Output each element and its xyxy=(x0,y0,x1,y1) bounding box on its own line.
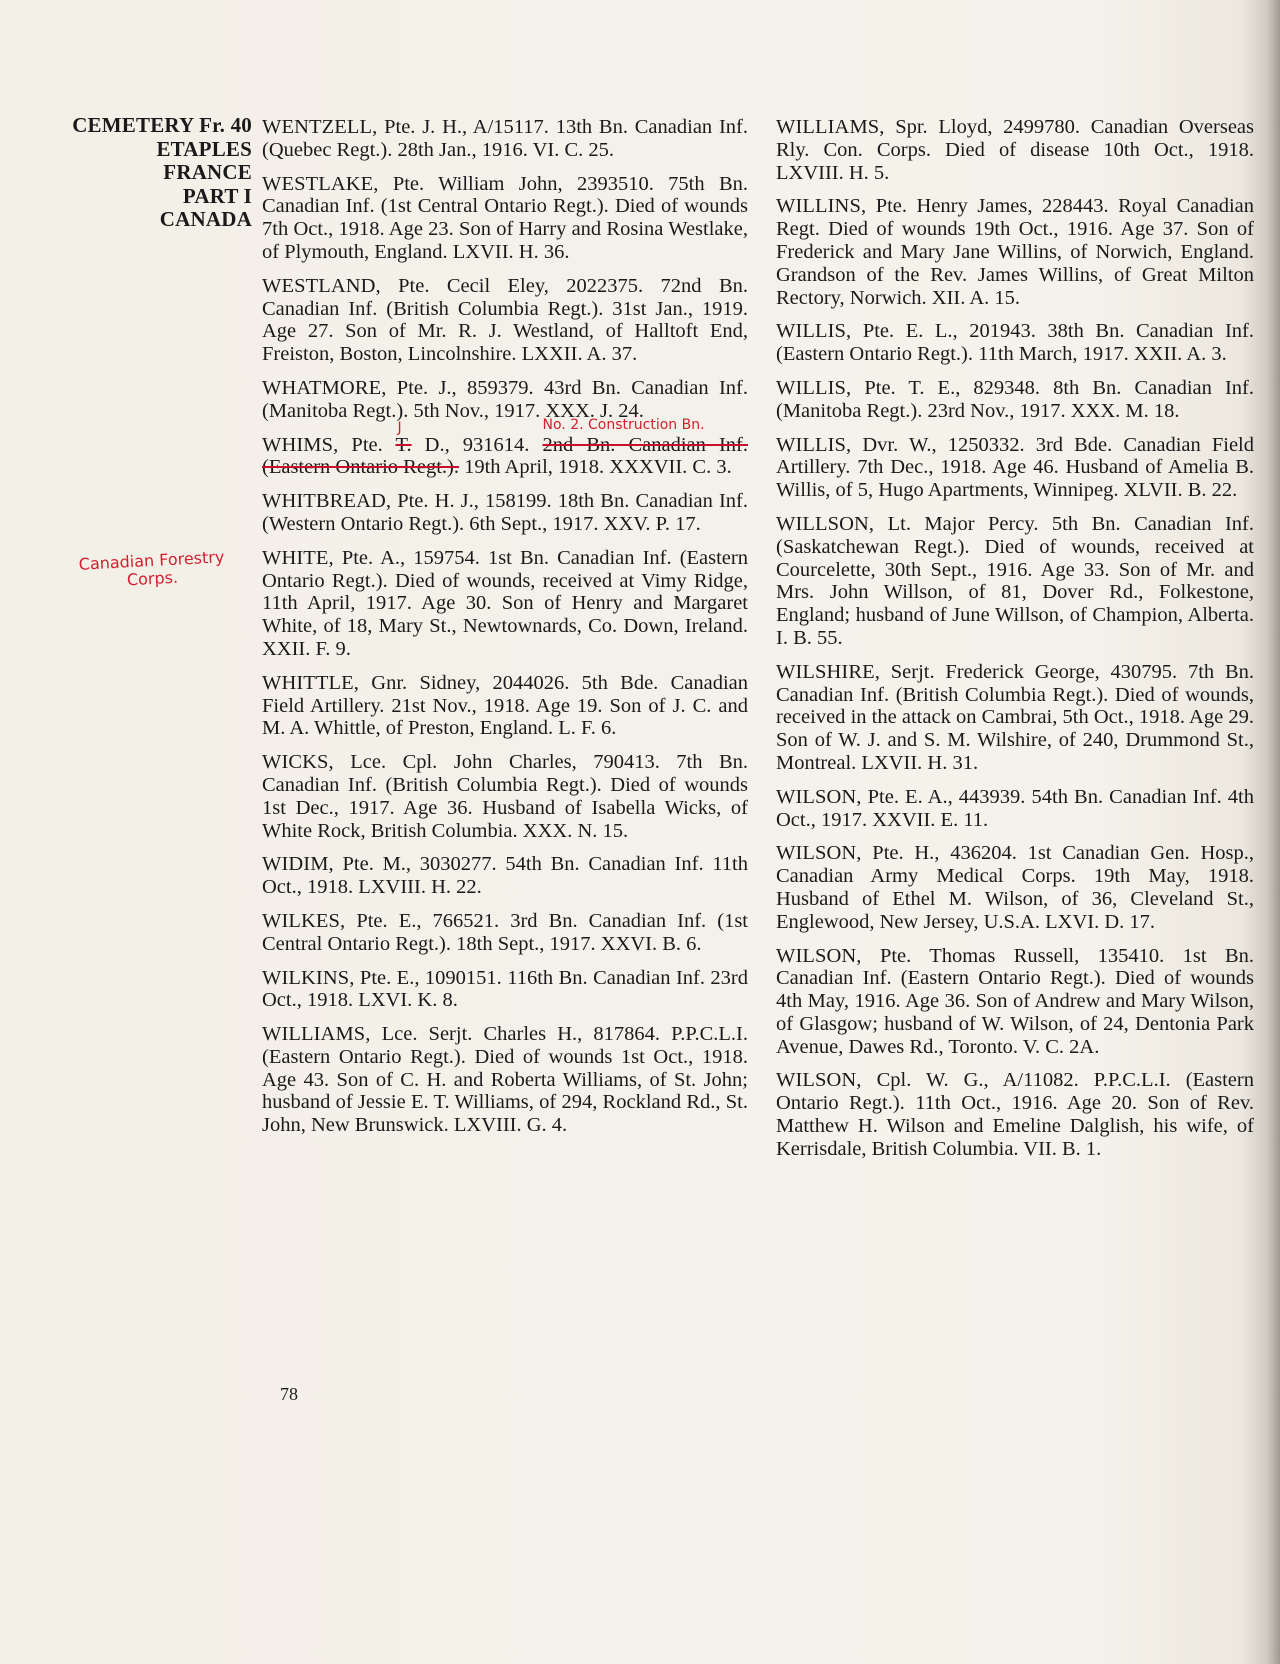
list-item xyxy=(262,672,748,740)
list-item xyxy=(776,842,1254,933)
entry-name: WIDIM, xyxy=(262,853,334,876)
list-item xyxy=(262,547,748,661)
handwritten-margin-note: Canadian Forestry Corps. xyxy=(78,547,225,590)
entry-text: Pte. J. H., A/15117. 13th Bn. Canadian Inf. (Quebec Regt.). 28th Jan., 1916. VI. C. 25. xyxy=(262,116,748,161)
heading-line: CANADA xyxy=(159,207,252,231)
entry-name: WHATMORE, xyxy=(262,376,387,399)
entry-text: Serjt. Frederick George, 430795. 7th Bn. Canadian Inf. (British Columbia Regt.). Died of wounds, received in the attack on Cambrai, 5th Oct., 1918. Age 29. Son of W. J. and S. M. Wilshire, of 240, Drummond St., Montreal. LXVII. H. 31. xyxy=(776,660,1254,774)
entry-text: Pte. H. J., 158199. 18th Bn. Canadian Inf. (Western Ontario Regt.). 6th Sept., 1917. XXV. P. 17. xyxy=(262,490,748,535)
list-item xyxy=(262,910,748,956)
list-item xyxy=(262,1023,748,1137)
entry-text: Cpl. W. G., A/11082. P.P.C.L.I. (Eastern Ontario Regt.). 11th Oct., 1916. Age 20. Son of Rev. Matthew H. Wilson and Emeline Dalglish, his wife, of Kerrisdale, British Columbia. VII. B. 1. xyxy=(776,1069,1254,1160)
entry-name: WICKS, xyxy=(262,751,334,774)
entry-text: Dvr. W., 1250332. 3rd Bde. Canadian Field Artillery. 7th Dec., 1918. Age 46. Husband of Amelia B. Willis, of 5, Hugo Apartments, Winnipeg. XLVII. B. 22. xyxy=(776,433,1254,502)
entry-name: WESTLAKE, xyxy=(262,172,379,195)
list-item xyxy=(262,853,748,899)
entry-name: WILLIAMS, xyxy=(262,1023,371,1046)
list-item xyxy=(776,1069,1254,1160)
list-item xyxy=(262,490,748,536)
struck-unit: 2nd Bn. Canadian Inf. (Eastern Ontario Regt.). xyxy=(262,433,748,479)
entry-name: WILLIAMS, xyxy=(776,116,885,138)
entry-text: Pte. A., 159754. 1st Bn. Canadian Inf. (Eastern Ontario Regt.). Died of wounds, received at Vimy Ridge, 11th April, 1917. Age 30. Son of Henry and Margaret White, of 18, Mary St., Newtownards, Co. Down, Ireland. XXII. F. 9. xyxy=(262,546,748,660)
entry-name: WHITE, xyxy=(262,546,334,569)
entry-text: Pte. M., 3030277. 54th Bn. Canadian Inf. 11th Oct., 1918. LXVIII. H. 22. xyxy=(262,853,748,899)
entry-name: WILKINS, xyxy=(262,966,355,989)
entry-name: WILSON, xyxy=(776,842,862,865)
heading-line: CEMETERY Fr. 40 xyxy=(72,113,252,137)
entry-name: WILSHIRE, xyxy=(776,660,880,683)
entry-text: Gnr. Sidney, 2044026. 5th Bde. Canadian Field Artillery. 21st Nov., 1918. Age 19. Son of J. C. and M. A. Whittle, of Preston, England. L. F. 6. xyxy=(262,671,748,740)
heading-line: ETAPLES xyxy=(156,136,252,161)
entry-text: Pte. xyxy=(338,433,396,456)
heading-line: PART I xyxy=(182,183,252,208)
entry-name: WILLSON, xyxy=(776,512,875,535)
left-column xyxy=(262,116,748,1148)
list-item xyxy=(776,434,1254,502)
entry-name: WILSON, xyxy=(776,1069,862,1092)
entry-text: Lce. Serjt. Charles H., 817864. P.P.C.L.I. (Eastern Ontario Regt.). Died of wounds 1st Oct., 1918. Age 43. Son of C. H. and Roberta Williams, of St. John; husband of Jessie E. T. Williams, of 294, Rockland Rd., St. John, New Brunswick. LXVIII. G. 4. xyxy=(262,1023,748,1137)
entry-text: Pte. E. A., 443939. 54th Bn. Canadian Inf. 4th Oct., 1917. XXVII. E. 11. xyxy=(776,785,1254,831)
entry-text: Lce. Cpl. John Charles, 790413. 7th Bn. Canadian Inf. (British Columbia Regt.). Died of wounds 1st Dec., 1917. Age 36. Husband of Isabella Wicks, of White Rock, British Columbia. XXX. N. 15. xyxy=(262,751,748,842)
heading-line: FRANCE xyxy=(163,160,252,184)
entry-name: WILSON, xyxy=(776,944,862,967)
list-item xyxy=(776,945,1254,1059)
list-item xyxy=(776,786,1254,832)
entry-name: WHIMS, xyxy=(262,433,339,456)
right-column xyxy=(776,116,1254,1172)
list-item xyxy=(262,967,748,1013)
struck-initial-wrapper xyxy=(395,419,412,456)
entry-text: Pte. Henry James, 228443. Royal Canadian Regt. Died of wounds 19th Oct., 1916. Age 37. Son of Frederick and Mary Jane Willins, of Norwich, England. Grandson of the Rev. James Willins, of Great Milton Rectory, Norwich. XII. A. 15. xyxy=(776,195,1254,309)
list-item xyxy=(776,377,1254,423)
entry-name: WILSON, xyxy=(776,785,862,808)
list-item-whims-annotated xyxy=(262,416,748,480)
list-item xyxy=(262,116,748,162)
list-item xyxy=(776,513,1254,650)
entry-name: WILKES, xyxy=(262,909,346,932)
page-number: 78 xyxy=(280,1384,298,1404)
list-item xyxy=(776,116,1254,184)
entry-text: Lt. Major Percy. 5th Bn. Canadian Inf. (Saskatchewan Regt.). Died of wounds, received at Courcelette, 30th Sept., 1916. Age 33. Son of Mr. and Mrs. John Willson, of 81, Dover Rd., Folkestone, England; husband of June Willson, of Champion, Alberta. I. B. 55. xyxy=(776,512,1254,649)
left-entries-group-2 xyxy=(262,490,748,1137)
entry-text: Pte. E., 766521. 3rd Bn. Canadian Inf. (1st Central Ontario Regt.). 18th Sept., 1917. XXVI. B. 6. xyxy=(262,909,748,955)
entry-name: WENTZELL, xyxy=(262,116,378,138)
handwritten-correction-initial: J xyxy=(397,419,402,436)
entry-text: Pte. Thomas Russell, 135410. 1st Bn. Canadian Inf. (Eastern Ontario Regt.). Died of wounds 4th May, 1916. Age 36. Son of Andrew and Mary Wilson, of Glasgow; husband of W. Wilson, of 24, Dentonia Park Avenue, Dawes Rd., Toronto. V. C. 2A. xyxy=(776,944,1254,1058)
entry-name: WILLIS, xyxy=(776,320,852,343)
entry-name: WHITTLE, xyxy=(262,671,359,694)
struck-initial: T. xyxy=(395,433,412,456)
entry-text: Pte. Cecil Eley, 2022375. 72nd Bn. Canadian Inf. (British Columbia Regt.). 31st Jan., 1919. Age 27. Son of Mr. R. J. Westland, of Halltoft End, Freiston, Boston, Lincolnshire. LXXII. A. 37. xyxy=(262,274,748,366)
entry-text: Pte. H., 436204. 1st Canadian Gen. Hosp., Canadian Army Medical Corps. 19th May, 1918. Husband of Ethel M. Wilson, of 36, Cleveland St., Englewood, New Jersey, U.S.A. LXVI. D. 17. xyxy=(776,842,1254,933)
entry-name: WILLIS, xyxy=(776,376,852,399)
entry-text: Spr. Lloyd, 2499780. Canadian Overseas Rly. Con. Corps. Died of disease 10th Oct., 1918. LXVIII. H. 5. xyxy=(776,116,1254,184)
entry-text: 19th April, 1918. XXXVII. C. 3. xyxy=(458,456,732,479)
entry-text: D., 931614. xyxy=(411,433,543,456)
list-item xyxy=(262,275,748,366)
entry-name: WHITBREAD, xyxy=(262,490,392,513)
left-entries-group-1 xyxy=(262,116,748,423)
list-item xyxy=(776,661,1254,775)
entry-text: Pte. William John, 2393510. 75th Bn. Canadian Inf. (1st Central Ontario Regt.). Died of wounds 7th Oct., 1918. Age 23. Son of Harry and Rosina Westlake, of Plymouth, England. LXVII. H. 36. xyxy=(262,172,748,263)
list-item xyxy=(262,173,748,264)
list-item xyxy=(776,195,1254,309)
entry-name: WESTLAND, xyxy=(262,274,381,297)
list-item xyxy=(776,320,1254,366)
entry-text: Pte. E., 1090151. 116th Bn. Canadian Inf. 23rd Oct., 1918. LXVI. K. 8. xyxy=(262,966,748,1012)
entry-name: WILLIS, xyxy=(776,433,852,456)
entry-text: Pte. T. E., 829348. 8th Bn. Canadian Inf. (Manitoba Regt.). 23rd Nov., 1917. XXX. M. 18. xyxy=(776,376,1254,422)
entry-text: Pte. J., 859379. 43rd Bn. Canadian Inf. (Manitoba Regt.). 5th Nov., 1917. XXX. J. 24. xyxy=(262,376,748,422)
entry-name: WILLINS, xyxy=(776,195,867,218)
handwritten-correction-unit: No. 2. Construction Bn. xyxy=(542,416,705,433)
cemetery-heading xyxy=(40,114,252,232)
list-item xyxy=(262,751,748,842)
entry-text: Pte. E. L., 201943. 38th Bn. Canadian Inf. (Eastern Ontario Regt.). 11th March, 1917. XXII. A. 3. xyxy=(776,320,1254,366)
